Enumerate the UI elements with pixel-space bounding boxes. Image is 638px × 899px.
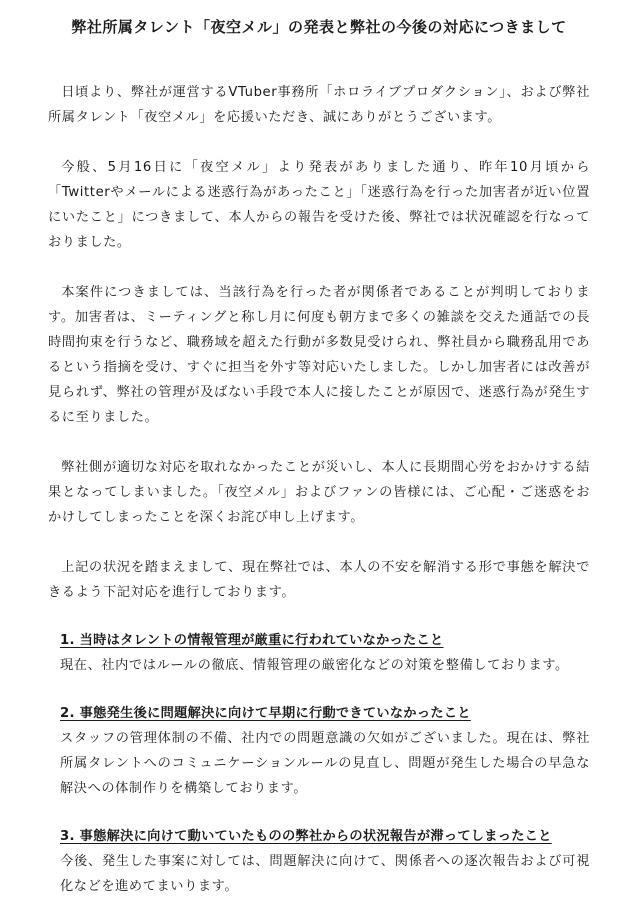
section-heading: 1. 当時はタレントの情報管理が厳重に行われていなかったこと	[60, 633, 444, 648]
section-2	[48, 703, 590, 801]
section-body: スタッフの管理体制の不備、社内での問題意識の欠如がございました。現在は、弊社所属タレントへのコミュニケーションルールの見直し、問題が発生した場合の早急な解決への体制作りを構築しております。	[60, 731, 590, 796]
section-1	[48, 630, 590, 678]
section-heading: 2. 事態発生後に問題解決に向けて早期に行動できていなかったこと	[60, 706, 471, 721]
paragraph-announcement: 今般、5月16日に「夜空メル」より発表がありました通り、昨年10月頃から「Twitterやメールによる迷惑行為があったこと」「迷惑行為を行った加害者が近い位置にいたこと」につきまして、本人からの報告を受けた後、弊社では状況確認を行なっておりました。	[48, 160, 590, 250]
section-heading: 3. 事態解決に向けて動いていたものの弊社からの状況報告が滞ってしまったこと	[60, 829, 552, 844]
paragraph-apology: 弊社側が適切な対応を取れなかったことが災いし、本人に長期間心労をおかけする結果となってしまいました。「夜空メル」およびファンの皆様には、ご心配・ご迷惑をおかけしてしまったことを深くお詫び申し上げます。	[48, 460, 590, 525]
paragraph-case-details: 本案件につきましては、当該行為を行った者が関係者であることが判明しております。加害者は、ミーティングと称し月に何度も朝方まで多くの雑談を交えた通話での長時間拘束を行うなど、職務域を超えた行動が多数見受けられ、弊社員から職務乱用であるという指摘を受け、すぐに担当を外す等対応いたしました。しかし加害者には改善が見られず、弊社の管理が及ばない手段で本人に接したことが原因で、迷惑行為が発生するに至りました。	[48, 285, 590, 425]
section-body: 今後、発生した事案に対しては、問題解決に向けて、関係者への逐次報告および可視化などを進めてまいります。	[60, 854, 590, 894]
document-title: 弊社所属タレント「夜空メル」の発表と弊社の今後の対応につきまして	[71, 18, 567, 36]
section-body: 現在、社内ではルールの徹底、情報管理の厳密化などの対策を整備しております。	[60, 658, 569, 673]
paragraph-response-intro: 上記の状況を踏まえまして、現在弊社では、本人の不安を解消する形で事態を解決できるよう下記対応を進行しております。	[48, 560, 590, 600]
paragraph-greeting: 日頃より、弊社が運営するVTuber事務所「ホロライブプロダクション」、および弊社所属タレント「夜空メル」を応援いただき、誠にありがとうございます。	[48, 85, 590, 125]
section-3	[48, 826, 590, 899]
